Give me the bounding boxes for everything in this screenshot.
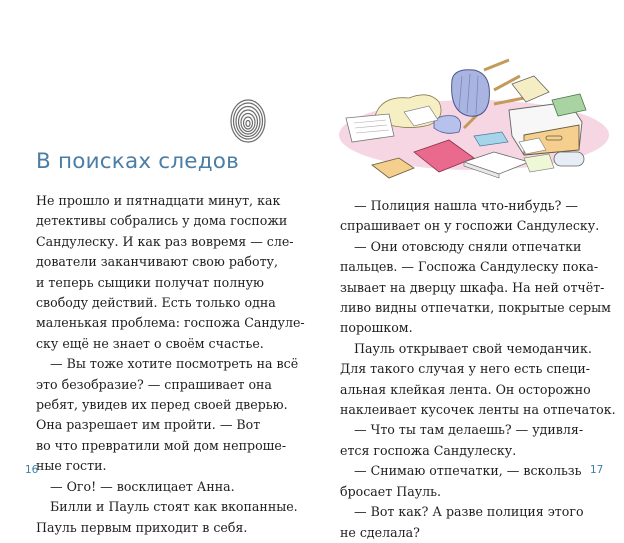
text-line: ску ещё не знает о своём счастье. (36, 335, 264, 351)
text-line: Не прошло и пятнадцати минут, как (36, 193, 281, 208)
text-line: дователи заканчивают свою работу, (36, 254, 278, 270)
text-line: пальцев. — Госпожа Сандулеску пока- (340, 259, 599, 275)
text-line: это безобразие? — спрашивает она (36, 376, 272, 392)
text-line: не сделала? (340, 524, 420, 540)
left-page (0, 0, 312, 535)
text-line: — Ого! — восклицает Анна. (50, 478, 235, 494)
fingerprint-icon (228, 98, 268, 144)
right-page-text (340, 196, 616, 543)
text-line: — Вы тоже хотите посмотреть на всё (50, 356, 299, 372)
text-line: порошком. (340, 320, 413, 336)
text-line: детективы собрались у дома госпожи (36, 213, 288, 229)
text-line: — Снимаю отпечатки, — вскользь (354, 463, 582, 479)
text-line: зывает на дверцу шкафа. На ней отчёт- (340, 279, 605, 295)
text-line: наклеивает кусочек ленты на отпечаток. (340, 402, 616, 418)
text-line: — Они отовсюду сняли отпечатки (354, 238, 582, 254)
text-line: маленькая проблема: госпожа Сандуле- (36, 315, 305, 331)
text-line: спрашивает он у госпожи Сандулеску. (340, 218, 600, 234)
text-line: Билли и Пауль стоят как вкопанные. (50, 499, 298, 515)
right-page (312, 0, 624, 540)
page-number-right: 17 (590, 464, 604, 476)
text-line: ребят, увидев их перед своей дверью. (36, 397, 288, 413)
text-line: — Вот как? А разве полиция этого (354, 504, 584, 520)
text-line: ные гости. (36, 458, 107, 474)
text-line: — Что ты там делаешь? — удивля- (354, 422, 584, 438)
text-line: и теперь сыщики получат полную (36, 274, 264, 290)
text-line: — Полиция нашла что-нибудь? — (354, 198, 578, 213)
chapter-title: В поисках следов (36, 149, 239, 174)
text-line: Пауль открывает свой чемоданчик. (354, 340, 592, 356)
text-line: ется госпожа Сандулеску. (340, 442, 517, 458)
left-page-text (36, 191, 305, 538)
text-line: Пауль первым приходит в себя. (36, 519, 248, 535)
text-line: бросает Пауль. (340, 483, 441, 499)
text-line: Для такого случая у него есть специ- (340, 361, 590, 377)
messy-room-illustration (334, 40, 614, 180)
text-line: во что превратили мой дом непроше- (36, 437, 287, 453)
page-number-left: 16 (25, 464, 39, 476)
text-line: ливо видны отпечатки, покрытые серым (340, 300, 611, 316)
text-line: альная клейкая лента. Он осторожно (340, 381, 591, 397)
text-line: Она разрешает им пройти. — Вот (36, 417, 261, 433)
text-line: Сандулеску. И как раз вовремя — сле- (36, 233, 294, 249)
text-line: свободу действий. Есть только одна (36, 295, 276, 311)
